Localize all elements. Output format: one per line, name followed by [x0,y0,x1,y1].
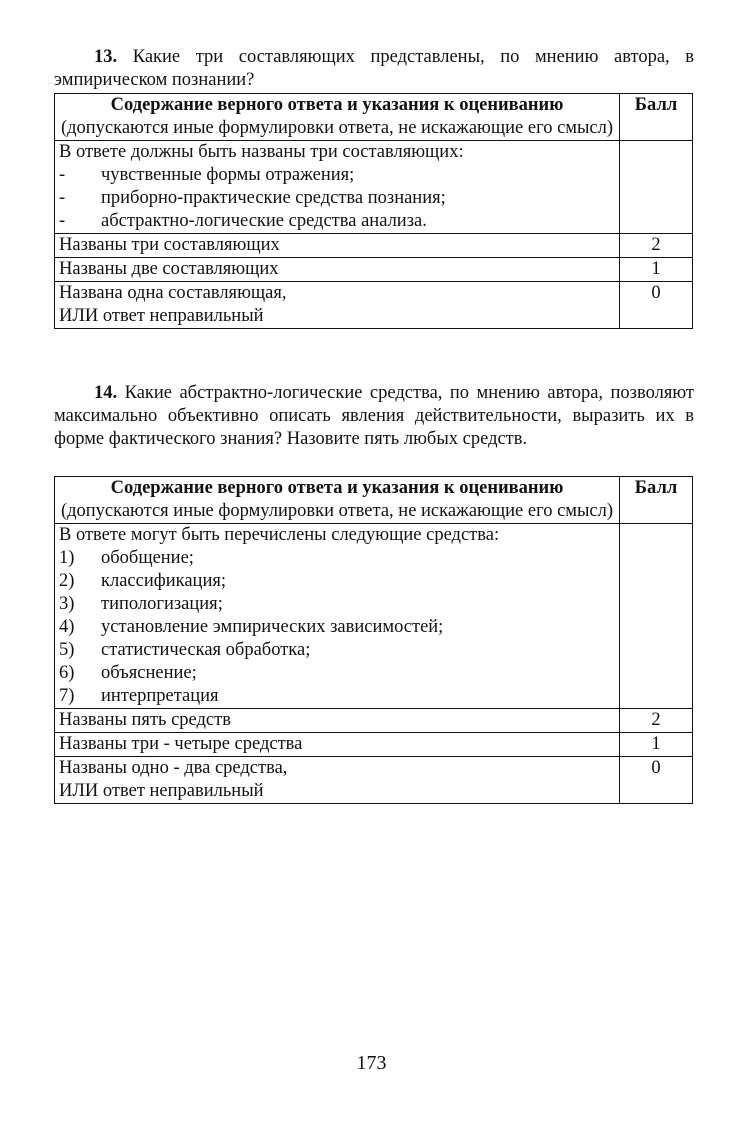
list-item [59,570,615,593]
table-14-score-header: Балл [620,477,693,524]
table-14-header-note: (допускаются иные формулировки ответа, не искажающие его смысл) [60,501,614,521]
list-text: интерпретация [101,686,219,706]
table-row [55,234,693,258]
question-14-text: Какие абстрактно-логические средства, по мнению автора, позволяют максимально объективно описать явления действительности, выразить их в форме фактического знания? Назовите пять любых средств. [54,383,694,449]
list-item [59,639,615,662]
list-marker: 5) [59,640,75,660]
criterion-cell [55,757,620,804]
list-item [59,593,615,616]
table-13-score-header: Балл [620,94,693,141]
list-text: классификация; [101,571,227,591]
list-text: приборно-практические средства познания; [101,188,446,208]
points-cell: 2 [620,709,693,733]
table-row [55,282,693,329]
list-item [59,187,615,210]
criterion-line-2: ИЛИ ответ неправильный [59,306,264,326]
list-text: установление эмпирических зависимостей; [101,617,444,637]
page-number: 173 [356,1052,387,1074]
list-marker: 6) [59,663,75,683]
list-marker: - [59,188,66,208]
answer-table-13 [54,93,693,329]
table-14-header [55,477,620,524]
criterion-cell: Названы три - четыре средства [55,733,620,757]
table-14-content [55,524,620,709]
list-item [59,616,615,639]
list-text: чувственные формы отражения; [101,165,355,185]
list-marker: 7) [59,686,75,706]
list-text: типологизация; [101,594,223,614]
list-item [59,164,615,187]
criterion-cell [55,282,620,329]
list-item [59,547,615,570]
table-13-content-score [620,141,693,234]
points-cell: 1 [620,258,693,282]
points-cell: 0 [620,757,693,804]
points-cell: 0 [620,282,693,329]
question-13-text: Какие три составляющих представлены, по мнению автора, в эмпирическом познании? [54,47,694,90]
question-13-number: 13. [94,47,118,67]
list-marker: 4) [59,617,75,637]
criterion-line: Названа одна составляющая, [59,283,287,303]
list-text: обобщение; [101,548,194,568]
table-row [55,709,693,733]
table-14-header-title: Содержание верного ответа и указания к оцениванию [110,478,564,498]
criterion-line: Названы одно - два средства, [59,758,288,778]
points-cell: 1 [620,733,693,757]
table-13-header [55,94,620,141]
table-row [55,757,693,804]
list-marker: 2) [59,571,75,591]
list-marker: 1) [59,548,75,568]
table-13-content-intro: В ответе должны быть названы три составляющих: [59,142,464,162]
table-14-content-intro: В ответе могут быть перечислены следующие средства: [59,525,500,545]
answer-table-14 [54,476,693,804]
list-item [59,685,615,708]
list-text: объяснение; [101,663,197,683]
list-item [59,210,615,233]
criterion-cell: Названы две составляющих [55,258,620,282]
table-13-header-title: Содержание верного ответа и указания к оцениванию [110,95,564,115]
list-item [59,662,615,685]
question-14 [54,382,694,451]
list-text: абстрактно-логические средства анализа. [101,211,427,231]
question-13 [54,46,694,92]
points-cell: 2 [620,234,693,258]
table-13-content [55,141,620,234]
table-row [55,258,693,282]
list-marker: - [59,211,66,231]
list-text: статистическая обработка; [101,640,311,660]
criterion-line-2: ИЛИ ответ неправильный [59,781,264,801]
criterion-cell: Названы три составляющих [55,234,620,258]
question-14-number: 14. [94,383,118,403]
list-marker: 3) [59,594,75,614]
table-row [55,733,693,757]
table-14-content-score [620,524,693,709]
criterion-cell: Названы пять средств [55,709,620,733]
table-13-header-note: (допускаются иные формулировки ответа, не искажающие его смысл) [60,118,614,138]
list-marker: - [59,165,66,185]
